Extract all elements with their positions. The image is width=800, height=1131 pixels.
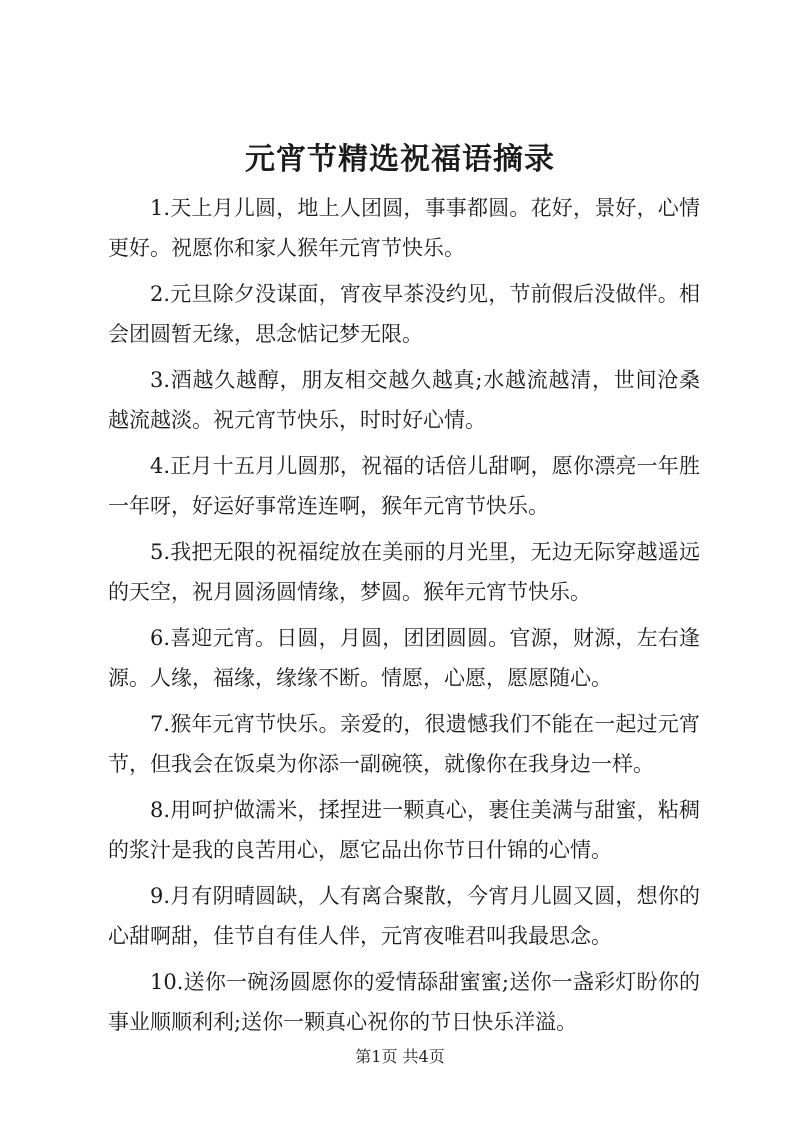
list-item: 1.天上月儿圆，地上人团圆，事事都圆。花好，景好，心情更好。祝愿你和家人猴年元宵节快乐。 — [108, 196, 700, 260]
list-item: 6.喜迎元宵。日圆，月圆，团团圆圆。官源，财源，左右逢源。人缘，福缘，缘缘不断。情愿，心愿，愿愿随心。 — [108, 626, 700, 690]
blessings-list — [108, 188, 700, 1048]
list-item: 5.我把无限的祝福绽放在美丽的月光里，无边无际穿越遥远的天空，祝月圆汤圆情缘，梦圆。猴年元宵节快乐。 — [108, 540, 700, 604]
list-item: 8.用呵护做濡米，揉捏进一颗真心，裹住美满与甜蜜，粘稠的浆汁是我的良苦用心，愿它品出你节日什锦的心情。 — [108, 798, 700, 862]
page-footer: 第1页 共4页 — [355, 1047, 445, 1066]
page-title: 元宵节精选祝福语摘录 — [245, 142, 555, 177]
list-item: 7.猴年元宵节快乐。亲爱的，很遗憾我们不能在一起过元宵节，但我会在饭桌为你添一副碗筷，就像你在我身边一样。 — [108, 712, 700, 776]
list-item: 2.元旦除夕没谋面，宵夜早茶没约见，节前假后没做伴。相会团圆暂无缘，思念惦记梦无限。 — [108, 282, 700, 346]
list-item: 10.送你一碗汤圆愿你的爱情舔甜蜜蜜;送你一盏彩灯盼你的事业顺顺利利;送你一颗真心祝你的节日快乐洋溢。 — [108, 970, 700, 1034]
list-item: 9.月有阴晴圆缺，人有离合聚散，今宵月儿圆又圆，想你的心甜啊甜，佳节自有佳人伴，元宵夜唯君叫我最思念。 — [108, 884, 700, 948]
list-item: 3.酒越久越醇，朋友相交越久越真;水越流越清，世间沧桑越流越淡。祝元宵节快乐，时时好心情。 — [108, 368, 700, 432]
list-item: 4.正月十五月儿圆那，祝福的话倍儿甜啊，愿你漂亮一年胜一年呀，好运好事常连连啊，猴年元宵节快乐。 — [108, 454, 700, 518]
